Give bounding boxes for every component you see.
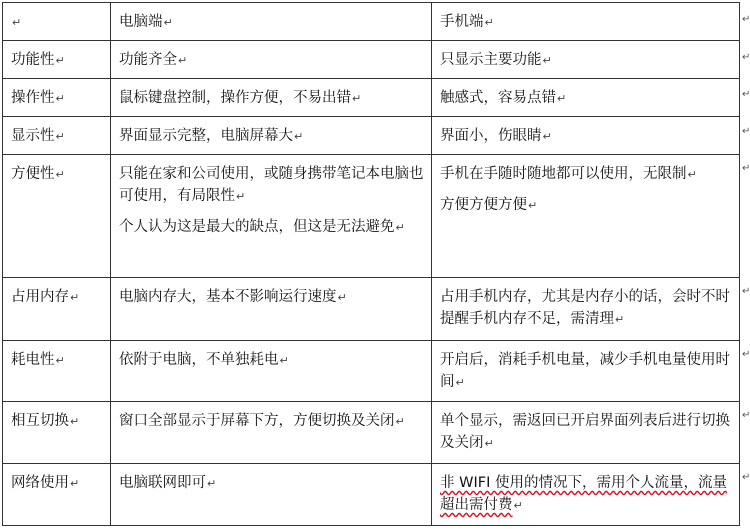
mobile-text: 开启后，消耗手机电量，减少手机电量使用时间: [440, 352, 730, 390]
mobile-text: 只显示主要功能: [440, 52, 542, 68]
pc-cell: [111, 41, 432, 79]
paragraph-mark: ↵: [55, 168, 65, 181]
header-cell-pc-text: 电脑端: [119, 14, 163, 30]
paragraph-mark: ↵: [557, 92, 567, 105]
header-row: [3, 3, 740, 41]
paragraph-mark: ↵: [12, 16, 22, 29]
table-row: [3, 341, 740, 402]
paragraph-mark: ↵: [395, 221, 405, 234]
paragraph-mark: ↵: [55, 354, 65, 367]
pc-paragraph: [119, 410, 425, 433]
row-label: 方便性: [11, 166, 55, 182]
mobile-cell: [432, 41, 740, 79]
pc-paragraph: [119, 49, 425, 72]
pc-cell: [111, 341, 432, 402]
paragraph-mark: ↵: [513, 499, 523, 512]
mobile-paragraph: [440, 163, 733, 186]
mobile-cell: [432, 464, 740, 526]
row-label: 占用内存: [11, 289, 69, 305]
mobile-text: 界面小，伤眼睛: [440, 128, 542, 144]
paragraph-mark: ↵: [55, 130, 65, 143]
pc-text: 界面显示完整，电脑屏幕大: [119, 128, 293, 144]
mobile-text: 非 WIFI 使用的情况下，需用个人流量，流量超出需付费: [440, 475, 727, 513]
row-end-mark: ↵: [742, 349, 750, 360]
header-cell-mobile-text: 手机端: [440, 14, 484, 30]
pc-cell: [111, 464, 432, 526]
paragraph-mark: ↵: [163, 16, 173, 29]
paragraph-mark: ↵: [70, 291, 80, 304]
paragraph-mark: ↵: [337, 291, 347, 304]
mobile-text: 手机在手随时随地都可以使用，无限制: [440, 166, 687, 182]
mobile-cell: [432, 278, 740, 341]
mobile-cell: [432, 402, 740, 464]
pc-paragraph: [119, 216, 425, 239]
header-cell-mobile: [432, 3, 740, 41]
header-cell-pc: [111, 3, 432, 41]
pc-paragraph: [119, 349, 425, 372]
mobile-paragraph: [440, 87, 733, 110]
row-label: 操作性: [11, 90, 55, 106]
mobile-paragraph: [440, 410, 733, 455]
table-row: [3, 117, 740, 155]
mobile-paragraph: [440, 349, 733, 394]
row-label: 显示性: [11, 128, 55, 144]
paragraph-mark: ↵: [55, 92, 65, 105]
paragraph-mark: ↵: [542, 54, 552, 67]
row-label-cell: [3, 341, 111, 402]
paragraph-mark: ↵: [395, 415, 405, 428]
paragraph-mark: ↵: [352, 92, 362, 105]
row-label-cell: [3, 278, 111, 341]
paragraph-mark: ↵: [279, 354, 289, 367]
table-row: [3, 79, 740, 117]
paragraph-mark: ↵: [178, 54, 188, 67]
mobile-paragraph: [440, 472, 733, 517]
pc-cell: [111, 79, 432, 117]
table-row: [3, 402, 740, 464]
paragraph-mark: ↵: [294, 130, 304, 143]
paragraph-mark: ↵: [70, 415, 80, 428]
paragraph-mark: ↵: [528, 199, 538, 212]
mobile-paragraph: [440, 194, 733, 217]
row-end-mark: ↵: [742, 89, 750, 100]
pc-cell: [111, 117, 432, 155]
comparison-table: [2, 2, 740, 526]
row-end-mark: ↵: [742, 52, 750, 63]
row-end-mark: ↵: [742, 286, 750, 297]
paragraph-mark: ↵: [484, 16, 494, 29]
row-end-mark: ↵: [742, 126, 750, 137]
pc-text: 鼠标键盘控制，操作方便，不易出错: [119, 90, 351, 106]
paragraph-mark: ↵: [70, 477, 80, 490]
row-label: 相互切换: [11, 413, 69, 429]
row-end-mark: ↵: [742, 163, 750, 174]
pc-text: 电脑联网即可: [119, 475, 206, 491]
table-row: [3, 464, 740, 526]
row-end-mark: ↵: [742, 14, 750, 25]
paragraph-mark: ↵: [455, 376, 465, 389]
row-label-cell: [3, 117, 111, 155]
pc-paragraph: [119, 125, 425, 148]
pc-paragraph: [119, 286, 425, 309]
pc-text: 窗口全部显示于屏幕下方，方便切换及关闭: [119, 413, 395, 429]
mobile-text: 触感式，容易点错: [440, 90, 556, 106]
pc-paragraph: [119, 472, 425, 495]
table-row: [3, 155, 740, 278]
row-label-cell: [3, 41, 111, 79]
pc-cell: [111, 402, 432, 464]
paragraph-mark: ↵: [615, 313, 625, 326]
pc-text: 只能在家和公司使用，或随身携带笔记本电脑也可使用，有局限性: [119, 166, 424, 204]
mobile-cell: [432, 155, 740, 278]
mobile-paragraph: [440, 125, 733, 148]
mobile-text: 方便方便方便: [440, 197, 527, 213]
row-label: 耗电性: [11, 352, 55, 368]
row-label-cell: [3, 79, 111, 117]
mobile-text: 单个显示，需返回已开启界面列表后进行切换及关闭: [440, 413, 730, 451]
paragraph-mark: ↵: [236, 190, 246, 203]
paragraph-mark: ↵: [542, 130, 552, 143]
mobile-cell: [432, 117, 740, 155]
paragraph-mark: ↵: [55, 54, 65, 67]
mobile-paragraph: [440, 286, 733, 331]
mobile-text: 占用手机内存，尤其是内存小的话，会时不时提醒手机内存不足，需清理: [440, 289, 730, 327]
row-label: 功能性: [11, 52, 55, 68]
paragraph-mark: ↵: [207, 477, 217, 490]
row-label: 网络使用: [11, 475, 69, 491]
pc-text: 依附于电脑，不单独耗电: [119, 352, 279, 368]
pc-cell: [111, 278, 432, 341]
mobile-cell: [432, 341, 740, 402]
pc-cell: [111, 155, 432, 278]
table-row: [3, 278, 740, 341]
header-cell-blank: [3, 3, 111, 41]
paragraph-mark: ↵: [687, 168, 697, 181]
row-end-mark: ↵: [742, 472, 750, 483]
row-label-cell: [3, 464, 111, 526]
pc-text: 电脑内存大，基本不影响运行速度: [119, 289, 337, 305]
mobile-paragraph: [440, 49, 733, 72]
paragraph-mark: ↵: [484, 437, 494, 450]
row-label-cell: [3, 402, 111, 464]
row-label-cell: [3, 155, 111, 278]
pc-paragraph: [119, 163, 425, 208]
pc-text: 功能齐全: [119, 52, 177, 68]
pc-text: 个人认为这是最大的缺点，但这是无法避免: [119, 219, 395, 235]
table-row: [3, 41, 740, 79]
mobile-cell: [432, 79, 740, 117]
pc-paragraph: [119, 87, 425, 110]
row-end-mark: ↵: [742, 410, 750, 421]
